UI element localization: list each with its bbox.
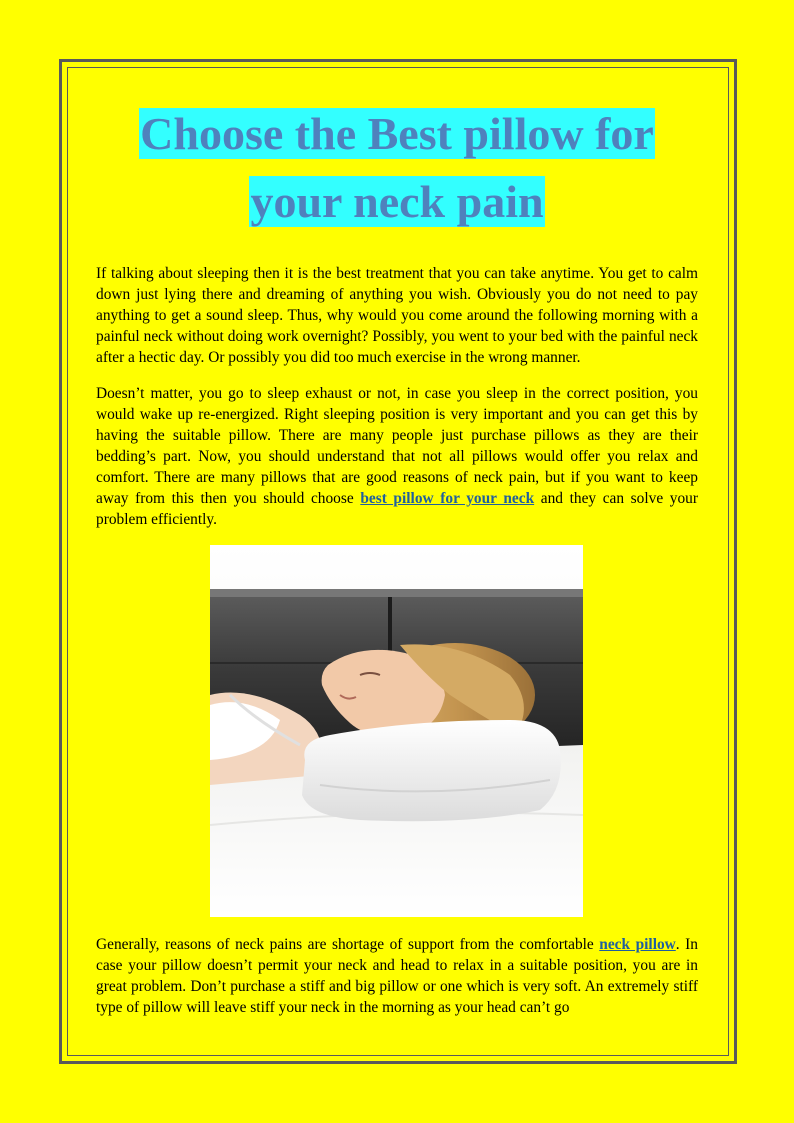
paragraph-2-text-start: Doesn’t matter, you go to sleep exhaust or not, in case you sleep in the correct position, you would wake up re-energized. Right sleeping position is very important and you can get this by having the suitable pillow. There are many people just purchase pillows as they are their bedding’s part. Now, you should understand that not all pillows would offer you relax and comfort. There are many pillows that are good reasons of neck pain, but if you want to keep away from this then you should choose (96, 385, 698, 507)
paragraph-3-text-end: . In case your pillow doesn’t permit your neck and head to relax in a suitable position, you are in great problem. Don’t purchase a stiff and big pillow or one which is very soft. An extremely stiff type of pillow will leave stiff your neck in the morning as your head can’t go (96, 936, 698, 1016)
woman-sleeping-on-pillow-photo (210, 545, 583, 917)
neck-pillow-link[interactable]: neck pillow (599, 936, 676, 953)
paragraph-neck-pain-reasons (96, 934, 698, 1018)
title-line-1: Choose the Best pillow for (140, 108, 654, 159)
page-title (0, 100, 794, 236)
photo-illustration (210, 545, 583, 917)
paragraph-3-text-start: Generally, reasons of neck pains are shortage of support from the comfortable (96, 936, 600, 953)
paragraph-sleeping-position (96, 383, 698, 530)
paragraph-intro: If talking about sleeping then it is the best treatment that you can take anytime. You get to calm down just lying there and dreaming of anything you wish. Obviously you do not need to pay anything to get a sound sleep. Thus, why would you come around the following morning with a painful neck without doing work overnight? Possibly, you went to your bed with the painful neck after a hectic day. Or possibly you did too much exercise in the wrong manner. (96, 265, 698, 366)
paragraph-2-text-end: and they can solve your problem efficiently. (96, 490, 698, 528)
best-pillow-link[interactable]: best pillow for your neck (360, 490, 535, 507)
title-line-2: your neck pain (250, 176, 544, 227)
